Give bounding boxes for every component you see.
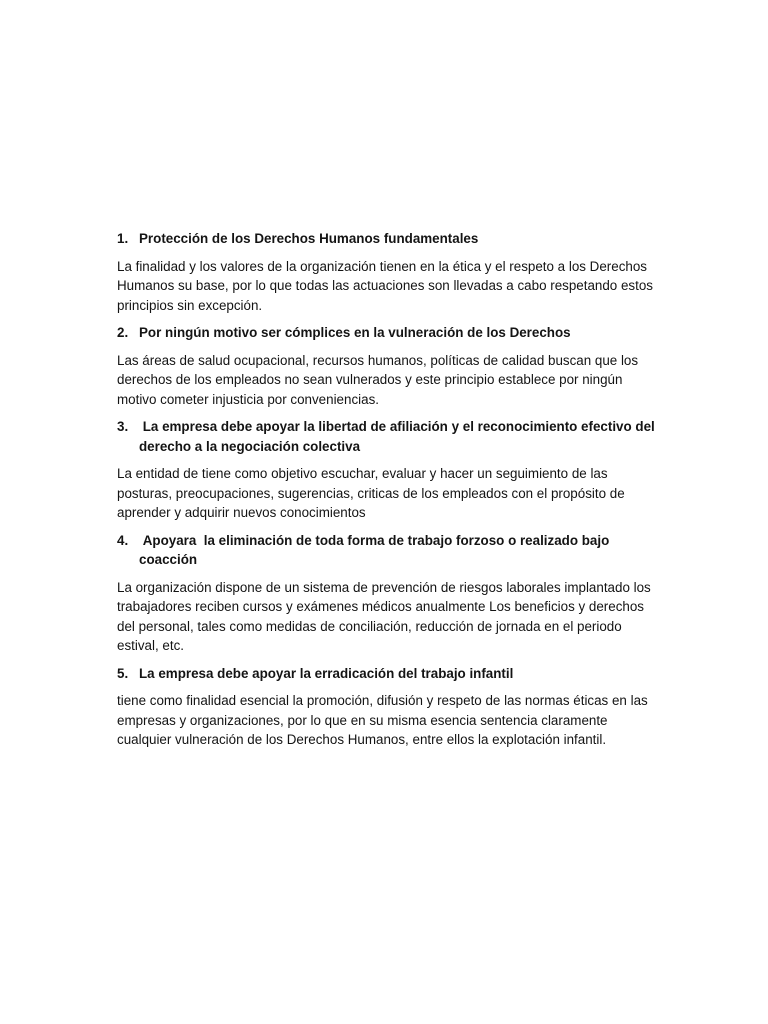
section-2-body: Las áreas de salud ocupacional, recursos humanos, políticas de calidad buscan que los derechos de los empleados no sean vulnerados y este principio establece por ningún motivo cometer injusticia por conveniencias.: [117, 352, 639, 407]
section-4-body: La organización dispone de un sistema de prevención de riesgos laborales implantado los trabajadores reciben cursos y exámenes médicos anualmente Los beneficios y derechos del personal, tales como medidas de conciliación, reducción de jornada en el periodo estival, etc.: [117, 579, 651, 653]
section-1-number: 1.: [117, 231, 129, 246]
section-3-title: La empresa debe apoyar la libertad de afiliación y el reconocimiento efectivo del derecho a la negociación colectiva: [139, 419, 659, 454]
section-4-number: 4.: [117, 532, 129, 548]
section-2-heading: [117, 323, 662, 343]
section-1-heading: [117, 229, 662, 249]
section-5-body: tiene como finalidad esencial la promoción, difusión y respeto de las normas éticas en las empresas y organizaciones, por lo que en su misma esencia sentencia claramente cualquier vulneración de los Derechos Humanos, entre ellos la explotación infantil.: [117, 693, 648, 747]
document-page: [117, 229, 662, 758]
section-4-heading: [117, 531, 662, 570]
section-3-number: 3.: [117, 419, 129, 434]
section-3-heading: [117, 417, 662, 456]
section-5-title: La empresa debe apoyar la erradicación del trabajo infantil: [139, 665, 514, 681]
section-3-body: La entidad de tiene como objetivo escuchar, evaluar y hacer un seguimiento de las posturas, preocupaciones, sugerencias, criticas de los empleados con el propósito de aprender y adquirir nuevos conocimientos: [117, 466, 625, 520]
section-5-number: 5.: [117, 665, 129, 681]
section-2-title: Por ningún motivo ser cómplices en la vulneración de los Derechos: [139, 325, 571, 340]
section-4-title: Apoyara la eliminación de toda forma de trabajo forzoso o realizado bajo coacción: [139, 532, 614, 567]
section-5-heading: [117, 664, 662, 684]
section-1-title: Protección de los Derechos Humanos fundamentales: [139, 231, 479, 246]
section-1-body: La finalidad y los valores de la organización tienen en la ética y el respeto a los Derechos Humanos su base, por lo que todas las actuaciones son llevadas a cabo respetando estos principios sin excepción.: [117, 258, 653, 313]
section-2-number: 2.: [117, 325, 129, 340]
